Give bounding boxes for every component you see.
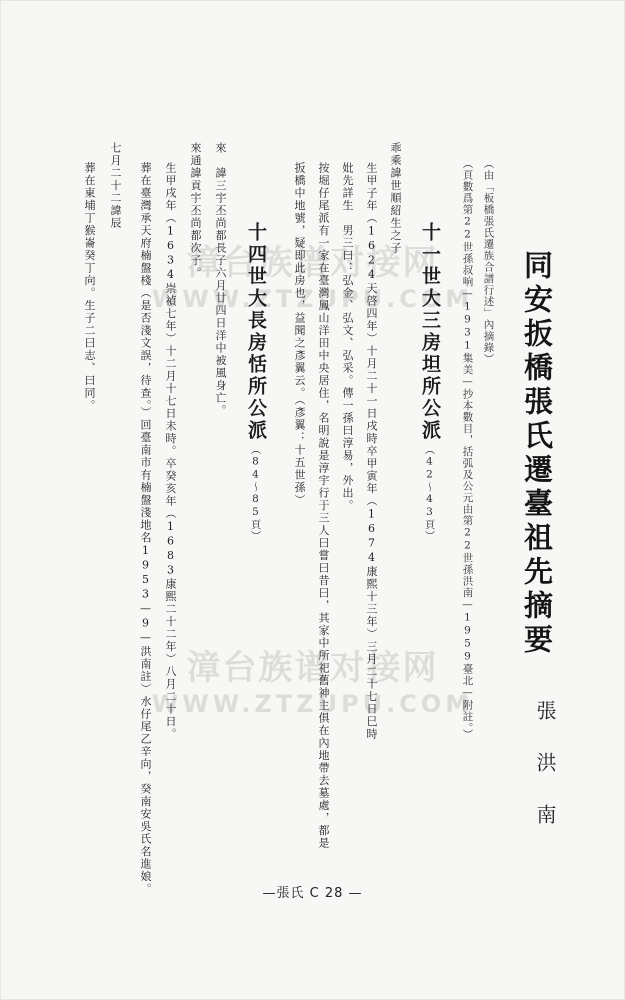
section2-line-3: 生甲戌年（1634崇禎七年）十二月十七日未時。卒癸亥年（1683康熙二十二年）八月二十日。 — [164, 162, 177, 741]
section1-line-1: 乖乘諱世順紹生之子 — [389, 142, 402, 255]
watermark-url: WWW.ZTZUPU.COM — [151, 285, 474, 313]
section1-line-5: 扳橋中地號，疑即此房也，益聞之彥翼云。（彥翼：十五世孫） — [293, 162, 306, 507]
source-detail: （頁數爲第22世孫叔响—1931集美—抄本數目，括弧及公元由第22世孫洪南—1959臺北—附註。） — [461, 158, 474, 741]
author-name: 張洪南 — [533, 700, 557, 856]
section1-line-4: 按堀仔尾派有一家在臺灣鳳山洋田中央居住，名明說是淳宇行于三人曰嘗曰昔曰，其家中所祀舊神主俱在內地帶去墓處，都是 — [317, 162, 330, 850]
section1-heading: 十一世大三房坦所公派 — [419, 222, 441, 442]
section2-pages: （84～85頁） — [249, 444, 262, 542]
document-title: 同安扳橋張氏遷臺祖先摘要 — [520, 250, 554, 658]
section2-line-4: 葬在臺灣承天府楠盤棧（是否淺文誤，待查。）回臺南市有楠盤淺地名1953—9—洪南註）水仔尾乙辛向，癸南安吳氏名進娘。 — [139, 162, 152, 896]
watermark-url-lower: WWW.ZTZUPU.COM — [151, 690, 474, 718]
section2-line-2: 來通諱貢宇丕尚都次子。 — [189, 142, 202, 280]
source-note: （由「板橋張氏遷族合譜行述」內摘錄） — [482, 158, 495, 365]
section2-line-5: 七月二十二諱辰 — [109, 142, 122, 230]
watermark-text-lower: 漳台族谱对接网 — [186, 648, 439, 688]
section1-line-3: 妣先詳生 男三曰：弘金、弘文、弘采。傳一孫曰淳易，外出。 — [341, 162, 354, 512]
section2-heading: 十四世大長房恬所公派 — [245, 222, 267, 442]
section1-pages: （42～43頁） — [423, 444, 436, 542]
section2-line-1: 來 諱三宇丕尚都長子六月廿四日洋中被風身亡。 — [214, 142, 227, 417]
section2-line-6: 葬在東埔丁猴崙癸丁向。生子二曰志、曰同。 — [83, 162, 96, 412]
watermark-text: 漳台族谱对接网 — [186, 243, 439, 283]
page-footer: —張氏 C 28 — — [262, 886, 363, 901]
section1-line-2: 生甲子年（1624天啓四年）十月二十一日戌時卒甲寅年（1674康熙十三年）三月二十七日巳時 — [365, 162, 378, 741]
